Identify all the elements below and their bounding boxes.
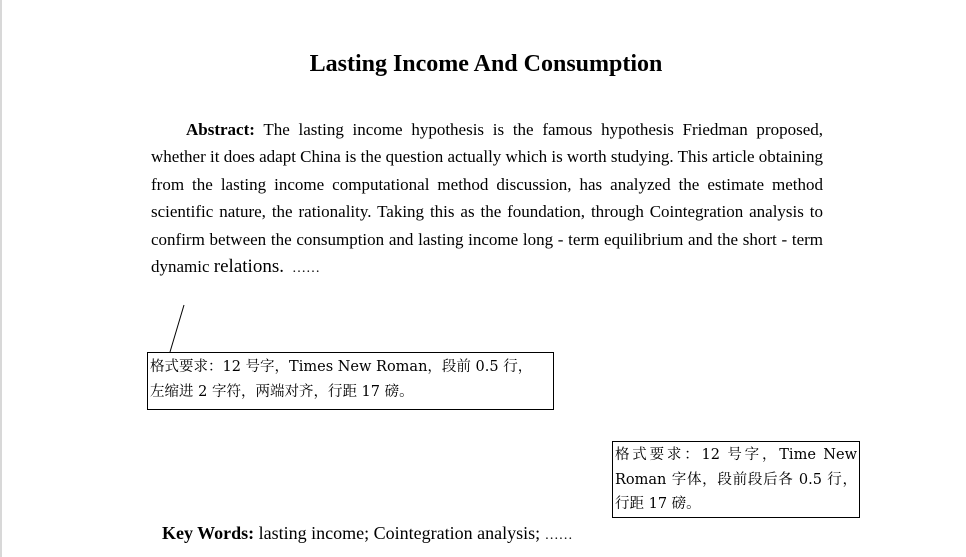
keywords-line	[162, 520, 573, 549]
document-title: Lasting Income And Consumption	[309, 51, 663, 77]
annotation-line: 左缩进 2 字符，两端对齐，行距 17 磅。	[150, 383, 414, 400]
annotation-line: 格式要求：12 号字，Times New Roman，段前 0.5 行，	[150, 359, 533, 375]
keywords-label: Key Words:	[162, 523, 255, 543]
annotation-line: 行距 17 磅。	[615, 496, 701, 512]
format-annotation-keywords	[612, 441, 860, 518]
abstract-last-word: relations.	[213, 256, 284, 278]
leader-line-segment	[170, 305, 184, 352]
keywords-ellipsis: ……	[544, 528, 573, 543]
abstract-label: Abstract:	[186, 120, 255, 139]
format-annotation-abstract	[147, 352, 554, 410]
annotation-line: Roman 字体，段前段后各 0.5 行，	[615, 471, 857, 488]
keywords-text: lasting income; Cointegration analysis;	[258, 523, 541, 543]
abstract-ellipsis: ……	[291, 261, 320, 277]
annotation-line: 格式要求：12 号字，Time New	[615, 447, 857, 463]
abstract-body: The lasting income hypothesis is the famous hypothesis Friedman proposed, whether it does adapt China is the question actually which is worth studying. This article obtaining from the lasting income computational method discussion, has analyzed the estimate method scientific nature, the rationality. Taking this as the foundation, through Cointegration analysis to confirm between the consumption and lasting income long - term equilibrium and the short - term dynamic	[151, 120, 824, 277]
